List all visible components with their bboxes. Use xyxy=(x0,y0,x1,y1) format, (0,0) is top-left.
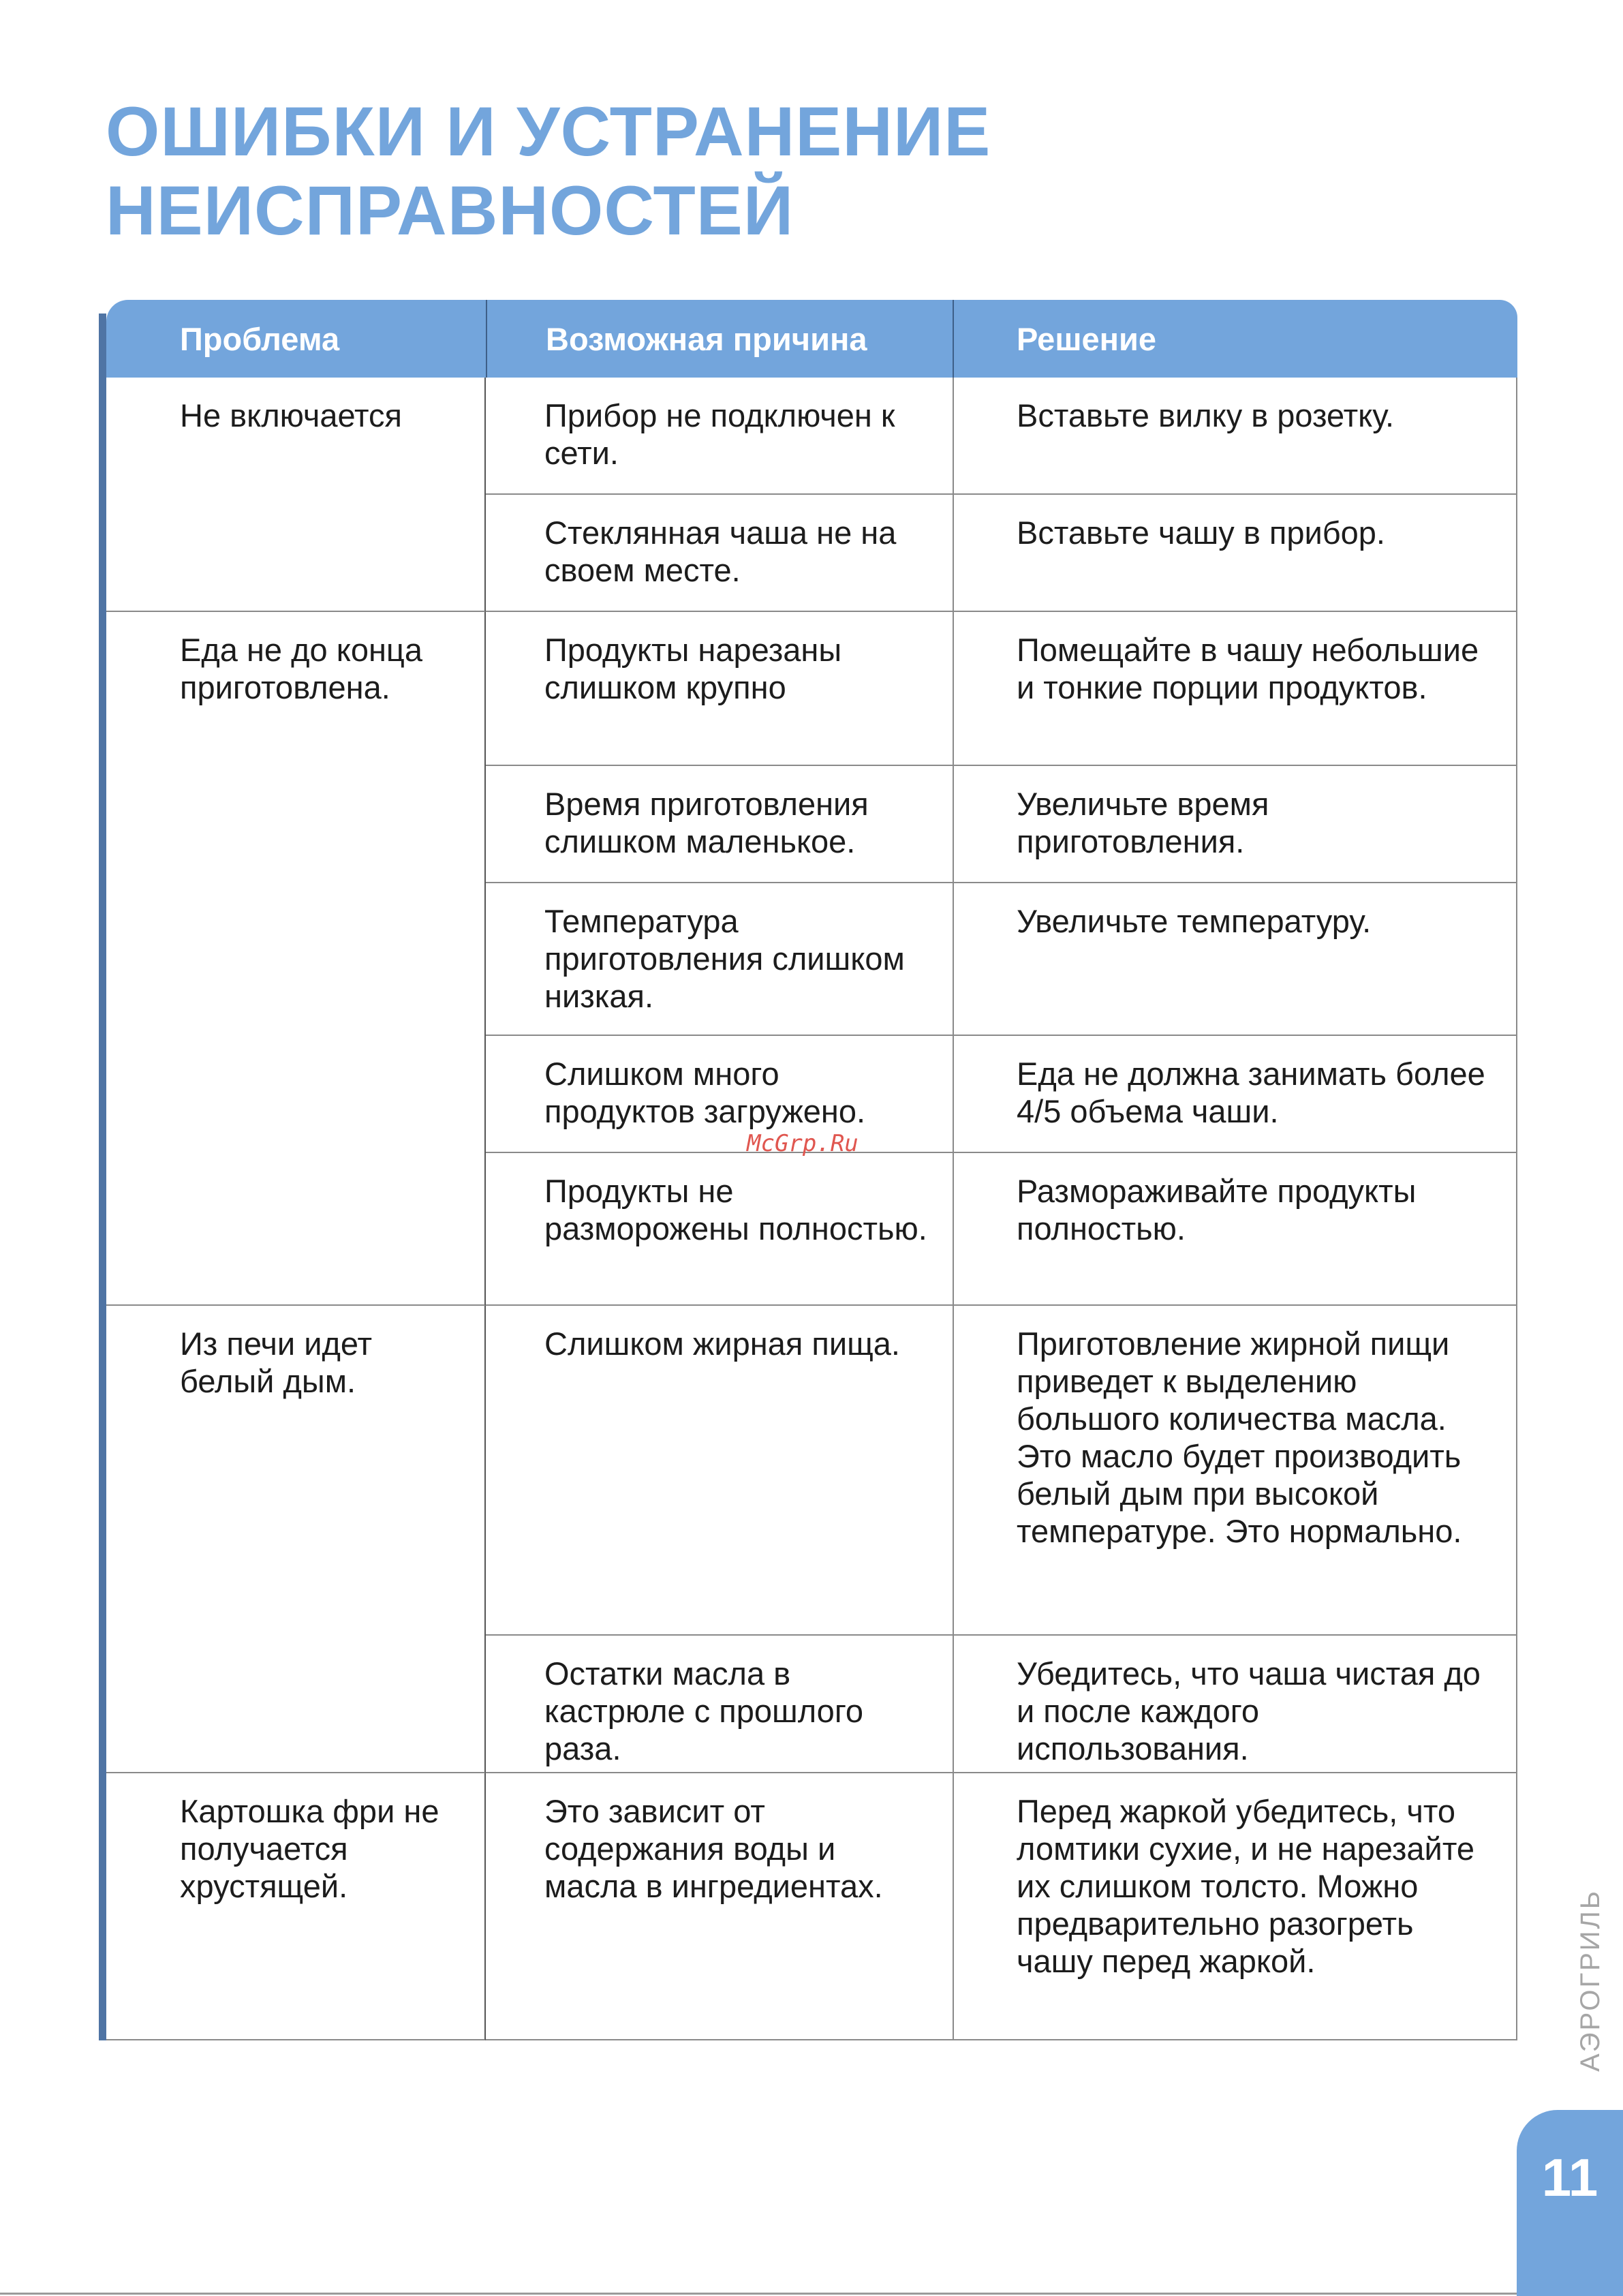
solution-cell: Убедитесь, что чаша чистая до и после каждого использования. xyxy=(954,1636,1517,1773)
table-row xyxy=(106,612,1517,766)
problem-cell: Не включается xyxy=(106,378,486,612)
watermark-text: McGrp.Ru xyxy=(747,1130,859,1157)
cause-cell: Продукты нарезаны слишком крупно xyxy=(486,612,954,766)
cause-cell: Время приготовления слишком маленькое. xyxy=(486,766,954,883)
troubleshooting-table-wrap xyxy=(99,300,1517,2040)
cause-cell: Это зависит от содержания воды и масла в ингредиентах. xyxy=(486,1773,954,2040)
solution-cell: Увеличьте температуру. xyxy=(954,883,1517,1036)
problem-cell: Еда не до конца приготовлена. xyxy=(106,612,486,1306)
solution-cell: Помещайте в чашу небольшие и тонкие порции продуктов. xyxy=(954,612,1517,766)
cause-cell: Слишком жирная пища. xyxy=(486,1306,954,1636)
solution-cell: Вставьте вилку в розетку. xyxy=(954,378,1517,495)
cause-cell: Слишком много продуктов загружено. xyxy=(486,1036,954,1153)
bottom-rule xyxy=(0,2293,1517,2295)
header-cause: Возможная причина xyxy=(486,300,954,378)
solution-cell: Вставьте чашу в прибор. xyxy=(954,495,1517,612)
table-header-row xyxy=(106,300,1517,378)
solution-cell: Размораживайте продукты полностью. xyxy=(954,1153,1517,1306)
side-section-label: АЭРОГРИЛЬ xyxy=(1575,1888,1605,2072)
solution-cell: Еда не должна занимать более 4/5 объема чаши. xyxy=(954,1036,1517,1153)
cause-cell: Остатки масла в кастрюле с прошлого раза. xyxy=(486,1636,954,1773)
problem-cell: Картошка фри не получается хрустящей. xyxy=(106,1773,486,2040)
troubleshooting-table xyxy=(106,300,1517,2040)
page-title-line-1: ОШИБКИ И УСТРАНЕНИЕ xyxy=(106,93,991,170)
cause-cell: Прибор не подключен к сети. xyxy=(486,378,954,495)
solution-cell: Увеличьте время приготовления. xyxy=(954,766,1517,883)
header-problem: Проблема xyxy=(106,300,486,378)
table-row xyxy=(106,1306,1517,1636)
table-row xyxy=(106,378,1517,495)
cause-cell: Продукты не разморожены полностью. xyxy=(486,1153,954,1306)
page-number: 11 xyxy=(1541,2147,1598,2207)
page-title xyxy=(106,92,1264,250)
solution-cell: Перед жаркой убедитесь, что ломтики сухие, и не нарезайте их слишком толсто. Можно предварительно разогреть чашу перед жаркой. xyxy=(954,1773,1517,2040)
problem-cell: Из печи идет белый дым. xyxy=(106,1306,486,1773)
header-solution: Решение xyxy=(954,300,1517,378)
solution-cell: Приготовление жирной пищи приведет к выделению большого количества масла. Это масло будет производить белый дым при высокой температуре. Это нормально. xyxy=(954,1306,1517,1636)
page-title-line-2: НЕИСПРАВНОСТЕЙ xyxy=(106,172,794,249)
page-number-tab xyxy=(1517,2110,1623,2296)
cause-cell: Температура приготовления слишком низкая. xyxy=(486,883,954,1036)
cause-cell: Стеклянная чаша не на своем месте. xyxy=(486,495,954,612)
table-row xyxy=(106,1773,1517,2040)
table-accent-bar xyxy=(99,313,106,2040)
